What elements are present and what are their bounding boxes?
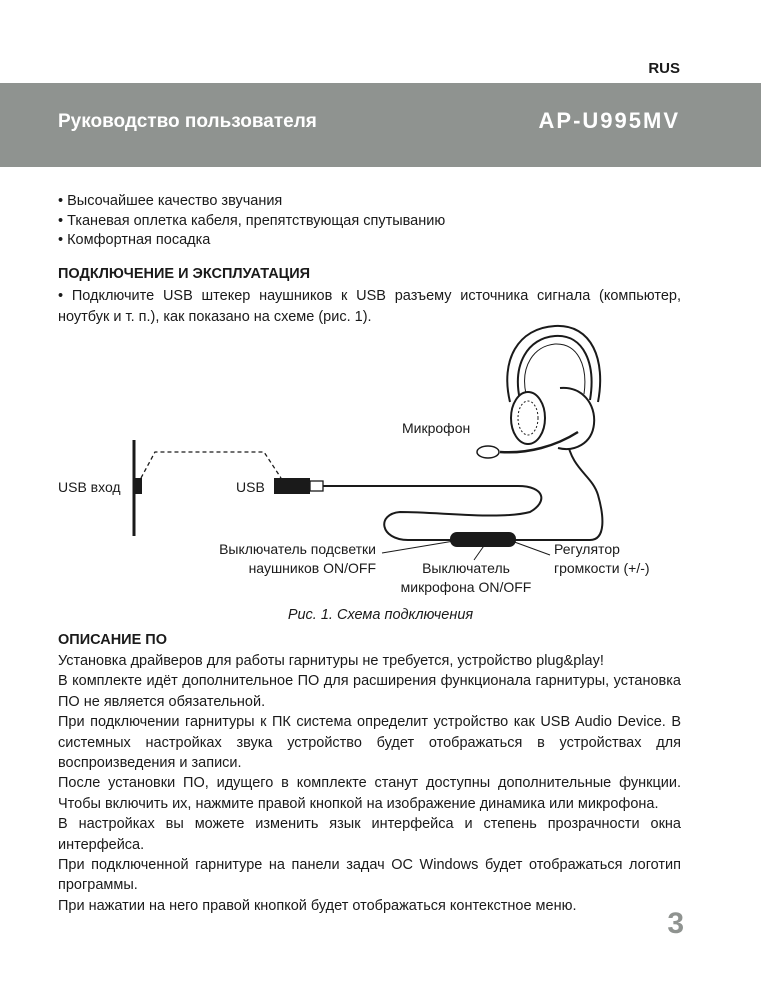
feature-item: • Высочайшее качество звучания (58, 192, 445, 212)
microphone-label: Микрофон (402, 420, 471, 436)
mic-switch-label: микрофона ON/OFF (400, 579, 532, 595)
usb-plug (274, 478, 310, 494)
manual-title: Руководство пользователя (58, 111, 317, 132)
volume-label: громкости (+/-) (554, 560, 650, 576)
backlight-switch-label: Выключатель подсветки (219, 541, 376, 557)
headset-icon (500, 326, 600, 452)
connection-text: • Подключите USB штекер наушников к USB разъему источника сигнала (компьютер, ноутбук и т. п.), как показано на схеме (рис. 1). (58, 288, 681, 325)
volume-label: Регулятор (554, 541, 620, 557)
insertion-guide (141, 452, 281, 478)
pointer-line (382, 540, 460, 553)
usb-port-label: USB вход (58, 479, 121, 495)
language-label: RUS (648, 60, 680, 77)
backlight-switch-label: наушников ON/OFF (248, 560, 376, 576)
paragraph: После установки ПО, идущего в комплекте станут доступны дополнительные функции. Чтобы включить их, нажмите правой кнопкой на изображение динамика или микрофона. (58, 775, 681, 812)
inline-controller (450, 532, 516, 547)
paragraph: При подключенной гарнитуре на панели задач ОС Windows будет отображаться логотип программы. (58, 857, 681, 894)
usb-plug-label: USB (236, 479, 265, 495)
usb-port (134, 478, 142, 494)
mic-switch-label: Выключатель (422, 560, 510, 576)
software-description (58, 651, 681, 916)
paragraph: В комплекте идёт дополнительное ПО для расширения функционала гарнитуры, установка ПО не является обязательной. (58, 673, 681, 710)
paragraph: В настройках вы можете изменить язык интерфейса и степень прозрачности окна интерфейса. (58, 816, 681, 853)
page-number: 3 (667, 907, 684, 940)
cable (323, 440, 602, 540)
figure-caption: Рис. 1. Схема подключения (287, 607, 474, 623)
pointer-line (509, 540, 550, 555)
paragraph: При подключении гарнитуры к ПК система определит устройство как USB Audio Device. В системных настройках звука устройство будет отображаться в устройствах для воспроизведения и записи. (58, 714, 681, 772)
software-heading: ОПИСАНИЕ ПО (58, 632, 167, 648)
usb-plug-tip (310, 481, 323, 491)
model-name: AP-U995MV (538, 108, 680, 133)
connection-heading: ПОДКЛЮЧЕНИЕ И ЭКСПЛУАТАЦИЯ (58, 266, 311, 282)
paragraph: При нажатии на него правой кнопкой будет отображаться контекстное меню. (58, 897, 577, 914)
feature-item: • Комфортная посадка (58, 231, 445, 251)
microphone-icon (477, 446, 499, 458)
paragraph: Установка драйверов для работы гарнитуры не требуется, устройство plug&play! (58, 653, 604, 669)
feature-item: • Тканевая оплетка кабеля, препятствующая спутыванию (58, 212, 445, 232)
